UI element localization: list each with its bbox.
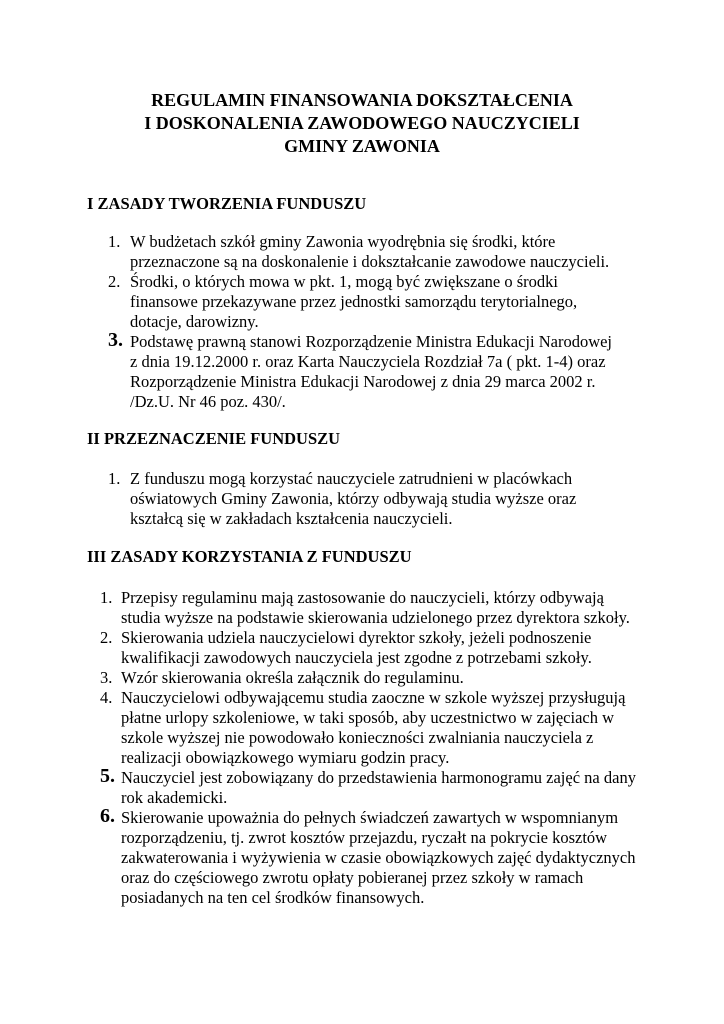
section-3-item-4-number: 4. bbox=[100, 688, 113, 707]
section-2-item-1-line: kształcą się w zakładach kształcenia nauczycieli. bbox=[130, 509, 453, 528]
section-3-item-5-number: 5. bbox=[100, 765, 115, 787]
section-1-item-3-number: 3. bbox=[108, 329, 123, 351]
section-3-item-1-line: Przepisy regulaminu mają zastosowanie do nauczycieli, którzy odbywają bbox=[121, 588, 604, 607]
section-3-heading: III ZASADY KORZYSTANIA Z FUNDUSZU bbox=[87, 547, 412, 566]
section-3-item-3-number: 3. bbox=[100, 668, 113, 687]
section-3-item-4-line: płatne urlopy szkoleniowe, w taki sposób, aby uczestnictwo w zajęciach w bbox=[121, 708, 615, 727]
section-3-item-6-line: oraz do częściowego zwrotu opłaty pobieranej przez szkoły w ramach bbox=[121, 868, 584, 887]
section-3-item-6-number: 6. bbox=[100, 805, 115, 827]
section-3-item-6-line: zakwaterowania i wyżywienia w czasie obowiązkowych zajęć dydaktycznych bbox=[121, 848, 636, 867]
section-3-item-3-line: Wzór skierowania określa załącznik do regulaminu. bbox=[121, 668, 464, 687]
section-3-item-1-number: 1. bbox=[100, 588, 113, 607]
section-1-item-2-line: dotacje, darowizny. bbox=[130, 312, 259, 331]
section-2-item-1-line: Z funduszu mogą korzystać nauczyciele zatrudnieni w placówkach bbox=[130, 469, 573, 488]
section-3-item-2-number: 2. bbox=[100, 628, 113, 647]
section-3-item-5-line: rok akademicki. bbox=[121, 788, 228, 807]
section-1-item-3-line: Rozporządzenie Ministra Edukacji Narodowej z dnia 29 marca 2002 r. bbox=[130, 372, 596, 391]
section-3-item-6-line: rozporządzeniu, tj. zwrot kosztów przejazdu, ryczałt na pokrycie kosztów bbox=[121, 828, 608, 847]
section-3-item-4-line: realizacji obowiązkowego wymiaru godzin pracy. bbox=[121, 748, 450, 767]
section-3-item-4-line: szkole wyższej nie powodowało konieczności zwalniania nauczyciela z bbox=[121, 728, 594, 747]
section-3-item-2-line: Skierowania udziela nauczycielowi dyrektor szkoły, jeżeli podnoszenie bbox=[121, 628, 592, 647]
section-1-item-3-line: Podstawę prawną stanowi Rozporządzenie Ministra Edukacji Narodowej bbox=[130, 332, 613, 351]
section-1-item-2-line: finansowe przekazywane przez jednostki samorządu terytorialnego, bbox=[130, 292, 578, 311]
section-3-item-6-line: Skierowanie upoważnia do pełnych świadczeń zawartych w wspomnianym bbox=[121, 808, 619, 827]
document-title-line-2: I DOSKONALENIA ZAWODOWEGO NAUCZYCIELI bbox=[144, 113, 580, 133]
document-title-line-3: GMINY ZAWONIA bbox=[284, 136, 440, 156]
section-3-item-2-line: kwalifikacji zawodowych nauczyciela jest zgodne z potrzebami szkoły. bbox=[121, 648, 592, 667]
section-1-item-1-number: 1. bbox=[108, 232, 121, 251]
section-1-item-1-line: przeznaczone są na doskonalenie i dokształcanie zawodowe nauczycieli. bbox=[130, 252, 610, 271]
section-1-heading: I ZASADY TWORZENIA FUNDUSZU bbox=[87, 194, 367, 213]
section-2-heading: II PRZEZNACZENIE FUNDUSZU bbox=[87, 429, 341, 448]
document-title-line-1: REGULAMIN FINANSOWANIA DOKSZTAŁCENIA bbox=[151, 90, 573, 110]
section-1-item-3-line: /Dz.U. Nr 46 poz. 430/. bbox=[130, 392, 286, 411]
section-1-item-2-number: 2. bbox=[108, 272, 121, 291]
section-3-item-5-line: Nauczyciel jest zobowiązany do przedstawienia harmonogramu zajęć na dany bbox=[121, 768, 636, 787]
section-1-item-3-line: z dnia 19.12.2000 r. oraz Karta Nauczyciela Rozdział 7a ( pkt. 1-4) oraz bbox=[130, 352, 606, 371]
section-3-item-4-line: Nauczycielowi odbywającemu studia zaoczne w szkole wyższej przysługują bbox=[121, 688, 626, 707]
section-3-item-6-line: posiadanych na ten cel środków finansowych. bbox=[121, 888, 425, 907]
section-1-item-1-line: W budżetach szkół gminy Zawonia wyodrębnia się środki, które bbox=[130, 232, 556, 251]
section-1-item-2-line: Środki, o których mowa w pkt. 1, mogą być zwiększane o środki bbox=[130, 272, 559, 291]
section-2-item-1-number: 1. bbox=[108, 469, 121, 488]
section-2-item-1-line: oświatowych Gminy Zawonia, którzy odbywają studia wyższe oraz bbox=[130, 489, 577, 508]
section-3-item-1-line: studia wyższe na podstawie skierowania udzielonego przez dyrektora szkoły. bbox=[121, 608, 630, 627]
